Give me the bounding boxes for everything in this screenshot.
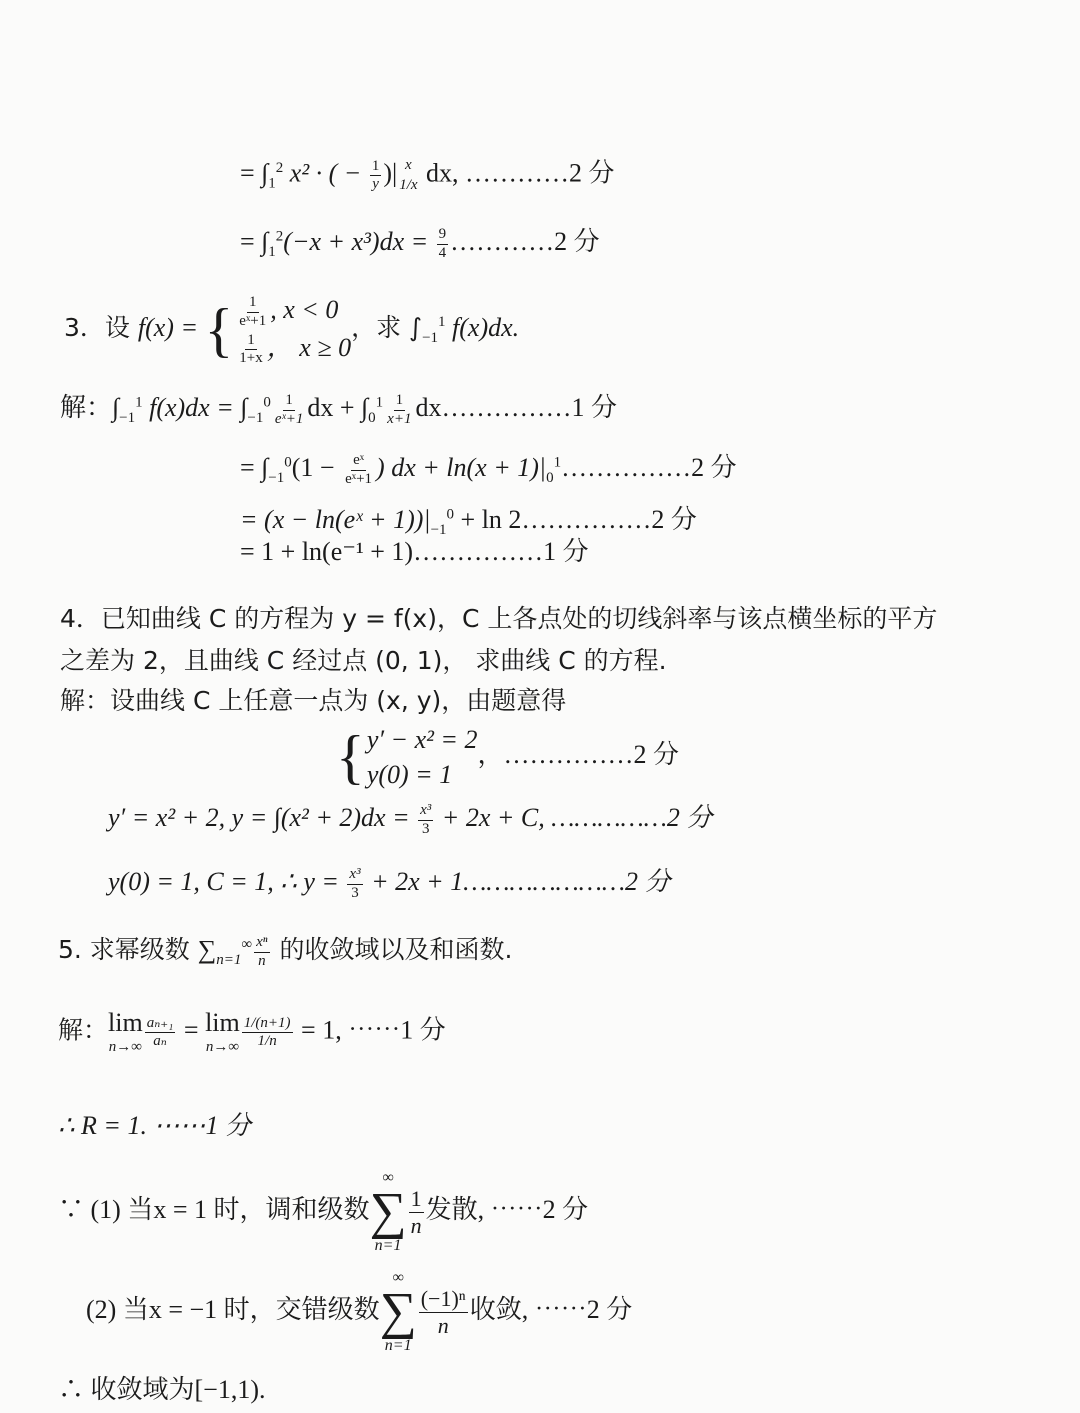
solution-lead: 解：∫ bbox=[60, 393, 120, 422]
score-text: dx, …………2 分 bbox=[419, 158, 615, 188]
question-text: 的收敛域以及和函数. bbox=[271, 935, 513, 964]
limit bbox=[205, 1010, 240, 1055]
numerator: xⁿ bbox=[254, 934, 269, 952]
denominator: x+1 bbox=[387, 410, 412, 427]
score-text: ……………2 分 bbox=[561, 453, 737, 482]
lower-limit: 1 bbox=[268, 244, 276, 261]
numerator: 1/(n+1) bbox=[242, 1015, 293, 1033]
integrand: f(x)dx. bbox=[445, 312, 520, 342]
expression: y(0) = 1, C = 1, ∴ y = bbox=[108, 867, 346, 896]
condition: , x < 0 bbox=[270, 295, 339, 324]
denominator: aₙ bbox=[153, 1033, 167, 1049]
integral-step-2 bbox=[240, 226, 600, 262]
lim-word: lim bbox=[108, 1008, 143, 1037]
solution-5-case-2 bbox=[86, 1270, 632, 1354]
integrand: (−x + x³)dx = bbox=[283, 227, 435, 256]
denominator: 4 bbox=[438, 244, 447, 261]
fraction bbox=[145, 1015, 176, 1051]
eval-lower: 1/x bbox=[399, 176, 418, 193]
sum-lower: n=1 bbox=[374, 1237, 402, 1254]
upper-limit: 2 bbox=[275, 159, 284, 176]
expression: f(x)dx = ∫ bbox=[142, 393, 248, 422]
solution-4-intro bbox=[60, 686, 566, 716]
numerator: 1 bbox=[247, 294, 259, 312]
numerator: 9 bbox=[437, 226, 449, 244]
eval-bounds bbox=[399, 156, 417, 195]
solution-3-step-d bbox=[240, 536, 589, 567]
expression: (1 − bbox=[291, 453, 342, 482]
case-text: ∵ (1) 当x = 1 时，调和级数 bbox=[58, 1194, 370, 1224]
numerator: 1 bbox=[283, 392, 295, 410]
denominator: n bbox=[258, 952, 266, 969]
sum bbox=[380, 1270, 417, 1354]
ask-text: ，求 ∫ bbox=[351, 312, 423, 342]
denominator: y bbox=[372, 176, 379, 192]
score-text: …………2 分 bbox=[450, 227, 600, 256]
question-label: 3．设 bbox=[64, 312, 138, 342]
score-text: 收敛, ⋯⋯2 分 bbox=[469, 1294, 633, 1324]
lower-limit: −1 bbox=[247, 410, 264, 427]
fraction-1-over-y bbox=[370, 158, 382, 194]
sigma-sign: ∑ bbox=[197, 935, 217, 964]
fraction bbox=[273, 392, 306, 428]
sum bbox=[369, 1170, 406, 1254]
score-text: + ln 2……………2 分 bbox=[454, 505, 697, 534]
fraction bbox=[418, 802, 433, 838]
denominator: eˣ+1 bbox=[345, 470, 373, 487]
sigma-icon: ∑ bbox=[379, 1283, 417, 1340]
question-label: 5. 求幂级数 bbox=[58, 935, 198, 964]
eval-lower: −1 bbox=[430, 522, 447, 539]
lim-sub: n→∞ bbox=[205, 1039, 240, 1055]
numerator: eˣ bbox=[351, 452, 366, 470]
equation-row-2: y(0) = 1 bbox=[366, 760, 453, 790]
integral-sign: = ∫ bbox=[240, 453, 269, 482]
solution-5-case-1 bbox=[58, 1170, 588, 1254]
equals: = bbox=[177, 1015, 206, 1045]
numerator: aₙ₊₁ bbox=[145, 1015, 176, 1033]
limit bbox=[108, 1010, 143, 1055]
expression: dx + ∫ bbox=[307, 393, 369, 422]
numerator: 1 bbox=[410, 1186, 422, 1212]
denominator: 1/n bbox=[257, 1033, 277, 1049]
eval-upper: 1 bbox=[553, 454, 562, 471]
solution-5-ratio-test bbox=[58, 1010, 446, 1055]
sum-upper: ∞ bbox=[382, 1169, 394, 1186]
equation-row-1: y′ − x² = 2 bbox=[366, 725, 478, 754]
question-3 bbox=[64, 292, 519, 368]
fraction-9-4 bbox=[437, 226, 449, 262]
numerator: (−1)ⁿ bbox=[420, 1286, 466, 1312]
question-4-line-2 bbox=[60, 646, 667, 676]
lim-sub: n→∞ bbox=[108, 1039, 142, 1055]
solution-3-step-a bbox=[60, 392, 617, 428]
fraction bbox=[419, 1286, 468, 1338]
score-text: + 2x + 1…………………2 分 bbox=[364, 867, 671, 896]
score-text: dx……………1 分 bbox=[415, 393, 617, 422]
eval-bar: )| bbox=[383, 158, 398, 188]
sum-lower: n=1 bbox=[384, 1337, 412, 1354]
sum-upper: ∞ bbox=[392, 1269, 404, 1286]
upper-limit: 0 bbox=[263, 394, 271, 411]
sum-upper: ∞ bbox=[241, 936, 253, 953]
solution-3-step-b bbox=[240, 452, 737, 488]
upper-limit: 1 bbox=[375, 394, 384, 411]
integral-sign: = ∫ bbox=[240, 158, 269, 188]
numerator: x³ bbox=[347, 866, 362, 884]
solution-text: 解：设曲线 C 上任意一点为 (x, y)，由题意得 bbox=[60, 686, 567, 715]
expression: ∴ R = 1. ⋯⋯1 分 bbox=[58, 1111, 251, 1140]
upper-limit: 2 bbox=[275, 228, 284, 245]
numerator: 1 bbox=[394, 392, 406, 410]
question-text: 4．已知曲线 C 的方程为 y = f(x)，C 上各点处的切线斜率与该点横坐标的平方 bbox=[60, 604, 938, 633]
expression: = 1 + ln(e⁻¹ + 1)……………1 分 bbox=[240, 537, 589, 566]
lower-limit: 1 bbox=[268, 175, 276, 192]
denominator: 3 bbox=[421, 820, 430, 837]
function-name: f(x) = bbox=[137, 312, 205, 342]
fraction bbox=[237, 294, 268, 330]
score-text: ，……………2 分 bbox=[477, 740, 679, 770]
fraction bbox=[385, 392, 413, 428]
solution-5-radius bbox=[58, 1110, 251, 1141]
lower-limit: −1 bbox=[422, 329, 439, 346]
eval-upper: x bbox=[405, 157, 412, 173]
fraction bbox=[347, 866, 362, 902]
equation-system bbox=[336, 722, 477, 792]
upper-limit: 1 bbox=[135, 394, 143, 411]
expression: y′ = x² + 2, y = ∫(x² + 2)dx = bbox=[108, 803, 417, 832]
solution-4-step-b bbox=[108, 802, 712, 838]
piece-2 bbox=[235, 330, 351, 368]
solution-lead: 解： bbox=[58, 1015, 109, 1045]
denominator: eˣ+1 bbox=[274, 410, 304, 427]
piece-1 bbox=[235, 292, 351, 330]
solution-3-step-c bbox=[240, 504, 697, 539]
question-text: 之差为 2，且曲线 C 经过点 (0, 1)， 求曲线 C 的方程. bbox=[60, 646, 667, 675]
left-brace: { bbox=[336, 724, 365, 791]
sum-lower: n=1 bbox=[216, 952, 242, 969]
solution-4-step-c bbox=[108, 866, 671, 902]
denominator: n bbox=[437, 1312, 449, 1338]
left-brace: { bbox=[204, 296, 234, 363]
fraction bbox=[254, 934, 269, 970]
integral-step-1 bbox=[240, 156, 615, 195]
numerator: 1 bbox=[245, 332, 257, 350]
expression: = (x − ln(eˣ + 1))| bbox=[240, 505, 431, 534]
denominator: n bbox=[410, 1212, 422, 1238]
expression: ) dx + ln(x + 1)| bbox=[376, 453, 547, 482]
integrand: x² · ( − bbox=[283, 158, 368, 188]
fraction bbox=[343, 452, 374, 488]
lower-limit: −1 bbox=[268, 470, 285, 487]
lim-word: lim bbox=[205, 1008, 240, 1037]
score-text: + 2x + C, ……………2 分 bbox=[435, 803, 713, 832]
score-text: 发散, ⋯⋯2 分 bbox=[425, 1194, 589, 1224]
question-4-line-1 bbox=[60, 604, 937, 634]
eval-lower: 0 bbox=[546, 470, 554, 487]
lower-limit: −1 bbox=[119, 410, 136, 427]
piecewise-definition bbox=[204, 292, 351, 368]
integral-sign: = ∫ bbox=[240, 227, 269, 256]
upper-limit: 0 bbox=[284, 454, 292, 471]
solution-4-system bbox=[336, 722, 679, 792]
conclusion-text: ∴ 收敛域为[−1,1). bbox=[58, 1375, 266, 1404]
denominator: 3 bbox=[351, 884, 359, 901]
lower-limit: 0 bbox=[368, 410, 376, 427]
fraction bbox=[242, 1015, 293, 1051]
score-text: = 1, ⋯⋯1 分 bbox=[294, 1015, 446, 1045]
solution-5-conclusion bbox=[58, 1374, 265, 1405]
sigma-icon: ∑ bbox=[369, 1183, 407, 1240]
case-text: (2) 当x = −1 时，交错级数 bbox=[86, 1294, 380, 1324]
numerator: 1 bbox=[370, 158, 382, 176]
denominator: eˣ+1 bbox=[239, 312, 267, 329]
upper-limit: 1 bbox=[438, 314, 446, 331]
numerator: x³ bbox=[418, 802, 433, 820]
fraction bbox=[237, 332, 264, 368]
eval-upper: 0 bbox=[446, 506, 455, 523]
condition: ， x ≥ 0 bbox=[266, 332, 352, 362]
fraction bbox=[409, 1186, 424, 1238]
question-5 bbox=[58, 934, 512, 970]
denominator: 1+x bbox=[239, 350, 263, 367]
